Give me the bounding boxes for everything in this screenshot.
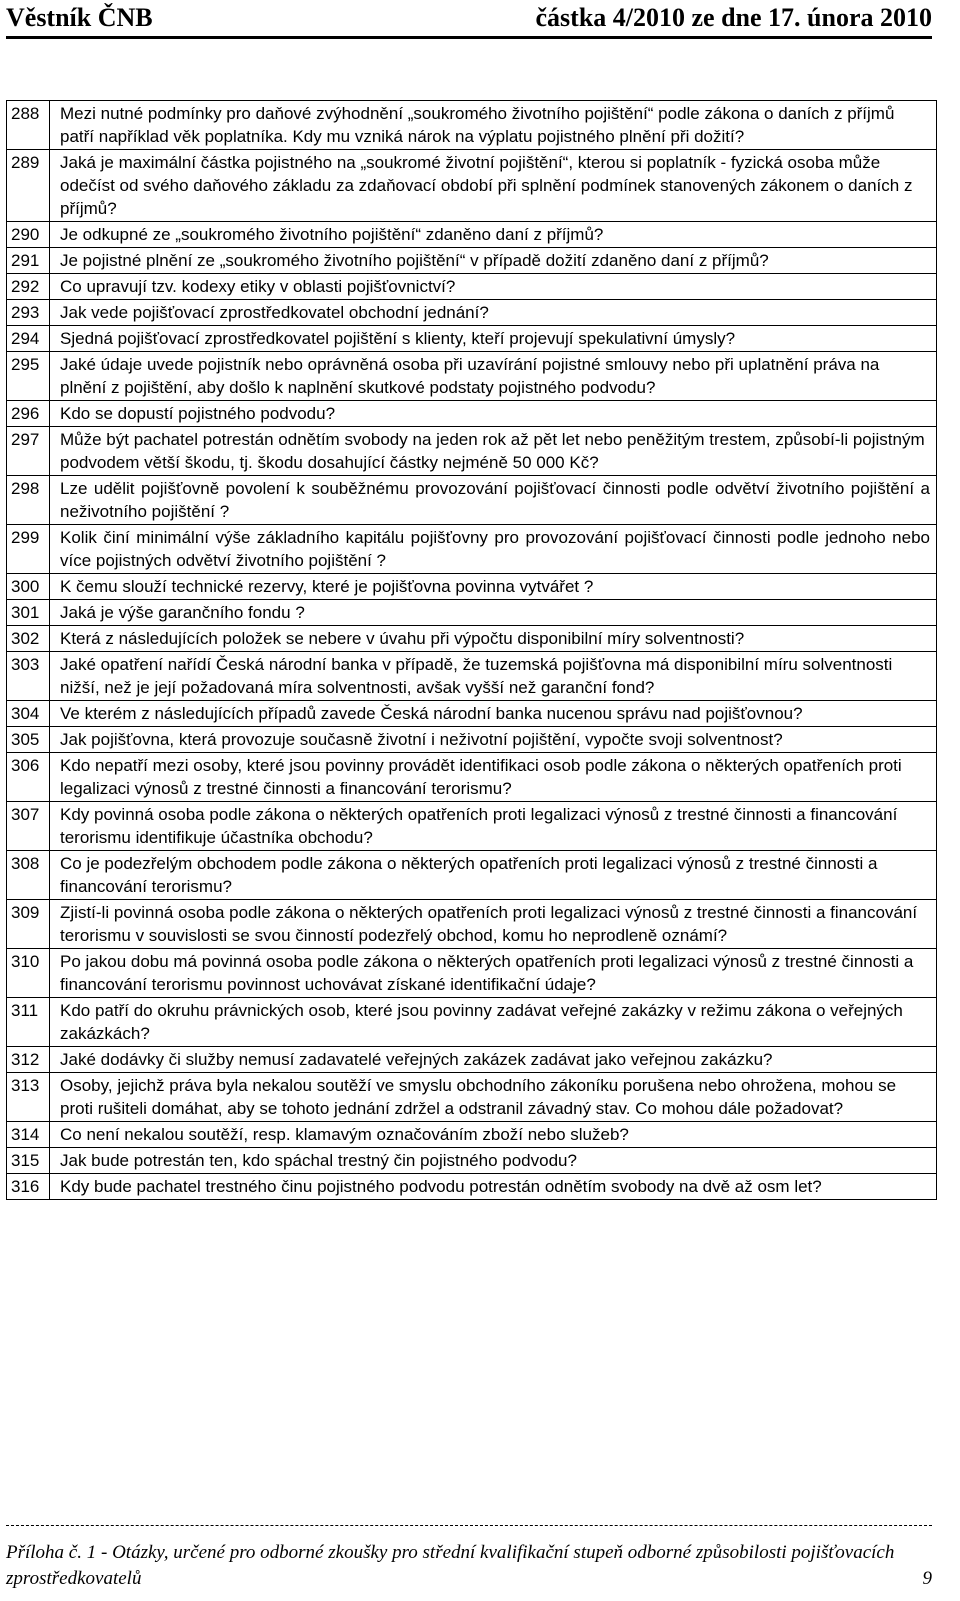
question-number: 305: [7, 727, 50, 753]
question-number: 289: [7, 150, 50, 222]
question-text: Lze udělit pojišťovně povolení k souběžnému provozování pojišťovací činnosti podle odvětví životního pojištění a neživotního pojištění ?: [50, 476, 937, 525]
page-number: 9: [922, 1568, 932, 1589]
question-number: 311: [7, 998, 50, 1047]
question-row: [7, 851, 937, 900]
question-row: [7, 222, 937, 248]
question-number: 297: [7, 427, 50, 476]
page-header: [6, 0, 932, 39]
question-row: [7, 1122, 937, 1148]
question-row: [7, 574, 937, 600]
question-number: 301: [7, 600, 50, 626]
question-number: 304: [7, 701, 50, 727]
questions-table-body: [7, 101, 937, 1200]
question-text: Po jakou dobu má povinná osoba podle zákona o některých opatřeních proti legalizaci výnosů z trestné činnosti a financování terorismu povinnost uchovávat získané identifikační údaje?: [50, 949, 937, 998]
question-text: Která z následujících položek se nebere v úvahu při výpočtu disponibilní míry solventnosti?: [50, 626, 937, 652]
question-number: 299: [7, 525, 50, 574]
question-text: Kdy bude pachatel trestného činu pojistného podvodu potrestán odnětím svobody na dvě až osm let?: [50, 1174, 937, 1200]
question-text: Co je podezřelým obchodem podle zákona o některých opatřeních proti legalizaci výnosů z trestné činnosti a financování terorismu?: [50, 851, 937, 900]
question-text: Kdo patří do okruhu právnických osob, které jsou povinny zadávat veřejné zakázky v režimu zákona o veřejných zakázkách?: [50, 998, 937, 1047]
question-row: [7, 248, 937, 274]
question-text: Jaké dodávky či služby nemusí zadavatelé veřejných zakázek zadávat jako veřejnou zakázku?: [50, 1047, 937, 1073]
footer-text: Příloha č. 1 - Otázky, určené pro odborné zkoušky pro střední kvalifikační stupeň odborné způsobilosti pojišťovacích zprostředkovatelů: [6, 1542, 895, 1589]
question-number: 306: [7, 753, 50, 802]
question-number: 291: [7, 248, 50, 274]
question-number: 303: [7, 652, 50, 701]
question-row: [7, 626, 937, 652]
question-row: [7, 998, 937, 1047]
question-text: Kdo nepatří mezi osoby, které jsou povinny provádět identifikaci osob podle zákona o některých opatřeních proti legalizaci výnosů z trestné činnosti a financování terorismu?: [50, 753, 937, 802]
question-text: Jak bude potrestán ten, kdo spáchal trestný čin pojistného podvodu?: [50, 1148, 937, 1174]
question-text: Jak pojišťovna, která provozuje současně životní i neživotní pojištění, vypočte svoji solventnost?: [50, 727, 937, 753]
question-number: 300: [7, 574, 50, 600]
question-text: Jak vede pojišťovací zprostředkovatel obchodní jednání?: [50, 300, 937, 326]
journal-title: Věstník ČNB: [6, 3, 153, 32]
question-text: K čemu slouží technické rezervy, které je pojišťovna povinna vytvářet ?: [50, 574, 937, 600]
question-number: 314: [7, 1122, 50, 1148]
question-row: [7, 701, 937, 727]
question-row: [7, 1047, 937, 1073]
question-text: Je pojistné plnění ze „soukromého životního pojištění“ v případě dožití zdaněno daní z příjmů?: [50, 248, 937, 274]
question-number: 315: [7, 1148, 50, 1174]
question-row: [7, 326, 937, 352]
question-row: [7, 1073, 937, 1122]
question-row: [7, 727, 937, 753]
questions-table: [6, 100, 937, 1200]
question-row: [7, 352, 937, 401]
question-text: Mezi nutné podmínky pro daňové zvýhodnění „soukromého životního pojištění“ podle zákona o daních z příjmů patří například věk poplatníka. Kdy mu vzniká nárok na výplatu pojistného plnění při dožití?: [50, 101, 937, 150]
question-row: [7, 900, 937, 949]
question-number: 308: [7, 851, 50, 900]
question-text: Sjedná pojišťovací zprostředkovatel pojištění s klienty, kteří projevují spekulativní úmysly?: [50, 326, 937, 352]
question-text: Zjistí-li povinná osoba podle zákona o některých opatřeních proti legalizaci výnosů z trestné činnosti a financování terorismu v souvislosti se svou činností podezřelý obchod, komu ho neprodleně oznámí?: [50, 900, 937, 949]
question-number: 298: [7, 476, 50, 525]
question-row: [7, 1174, 937, 1200]
question-number: 307: [7, 802, 50, 851]
question-row: [7, 1148, 937, 1174]
question-text: Ve kterém z následujících případů zavede Česká národní banka nucenou správu nad pojišťovnou?: [50, 701, 937, 727]
question-number: 313: [7, 1073, 50, 1122]
question-text: Osoby, jejichž práva byla nekalou soutěží ve smyslu obchodního zákoníku porušena nebo ohrožena, mohou se proti rušiteli domáhat, aby se tohoto jednání zdržel a odstranil závadný stav. Co mohou dále požadovat?: [50, 1073, 937, 1122]
question-text: Je odkupné ze „soukromého životního pojištění“ zdaněno daní z příjmů?: [50, 222, 937, 248]
question-text: Může být pachatel potrestán odnětím svobody na jeden rok až pět let nebo peněžitým trestem, způsobí-li pojistným podvodem větší škodu, tj. škodu dosahující částky nejméně 50 000 Kč?: [50, 427, 937, 476]
question-text: Kolik činí minimální výše základního kapitálu pojišťovny pro provozování pojišťovací činnosti podle jednoho nebo více pojistných odvětví životního pojištění ?: [50, 525, 937, 574]
question-number: 316: [7, 1174, 50, 1200]
question-row: [7, 300, 937, 326]
question-text: Jaké údaje uvede pojistník nebo oprávněná osoba při uzavírání pojistné smlouvy nebo při uplatnění práva na plnění z pojištění, aby došlo k naplnění skutkové podstaty pojistného podvodu?: [50, 352, 937, 401]
question-text: Kdo se dopustí pojistného podvodu?: [50, 401, 937, 427]
footer-separator: [6, 1525, 932, 1526]
question-row: [7, 802, 937, 851]
question-row: [7, 476, 937, 525]
question-text: Jaká je výše garančního fondu ?: [50, 600, 937, 626]
question-number: 290: [7, 222, 50, 248]
question-number: 293: [7, 300, 50, 326]
question-text: Co upravují tzv. kodexy etiky v oblasti pojišťovnictví?: [50, 274, 937, 300]
question-row: [7, 101, 937, 150]
question-number: 310: [7, 949, 50, 998]
question-number: 309: [7, 900, 50, 949]
question-number: 292: [7, 274, 50, 300]
question-row: [7, 274, 937, 300]
question-number: 295: [7, 352, 50, 401]
question-text: Kdy povinná osoba podle zákona o některých opatřeních proti legalizaci výnosů z trestné činnosti a financování terorismu identifikuje účastníka obchodu?: [50, 802, 937, 851]
question-text: Jaká je maximální částka pojistného na „soukromé životní pojištění“, kterou si poplatník - fyzická osoba může odečíst od svého daňového základu za zdaňovací období při splnění podmínek stanovených zákonem o daních z příjmů?: [50, 150, 937, 222]
question-row: [7, 753, 937, 802]
question-number: 312: [7, 1047, 50, 1073]
question-row: [7, 150, 937, 222]
question-row: [7, 600, 937, 626]
question-row: [7, 652, 937, 701]
question-row: [7, 949, 937, 998]
issue-info: částka 4/2010 ze dne 17. února 2010: [535, 3, 932, 32]
question-number: 302: [7, 626, 50, 652]
question-number: 288: [7, 101, 50, 150]
question-row: [7, 427, 937, 476]
question-row: [7, 401, 937, 427]
question-number: 296: [7, 401, 50, 427]
question-number: 294: [7, 326, 50, 352]
question-text: Jaké opatření nařídí Česká národní banka v případě, že tuzemská pojišťovna má disponibilní míru solventnosti nižší, než je její požadovaná míra solventnosti, avšak vyšší než garanční fond?: [50, 652, 937, 701]
question-text: Co není nekalou soutěží, resp. klamavým označováním zboží nebo služeb?: [50, 1122, 937, 1148]
question-row: [7, 525, 937, 574]
page-footer: [6, 1540, 932, 1592]
